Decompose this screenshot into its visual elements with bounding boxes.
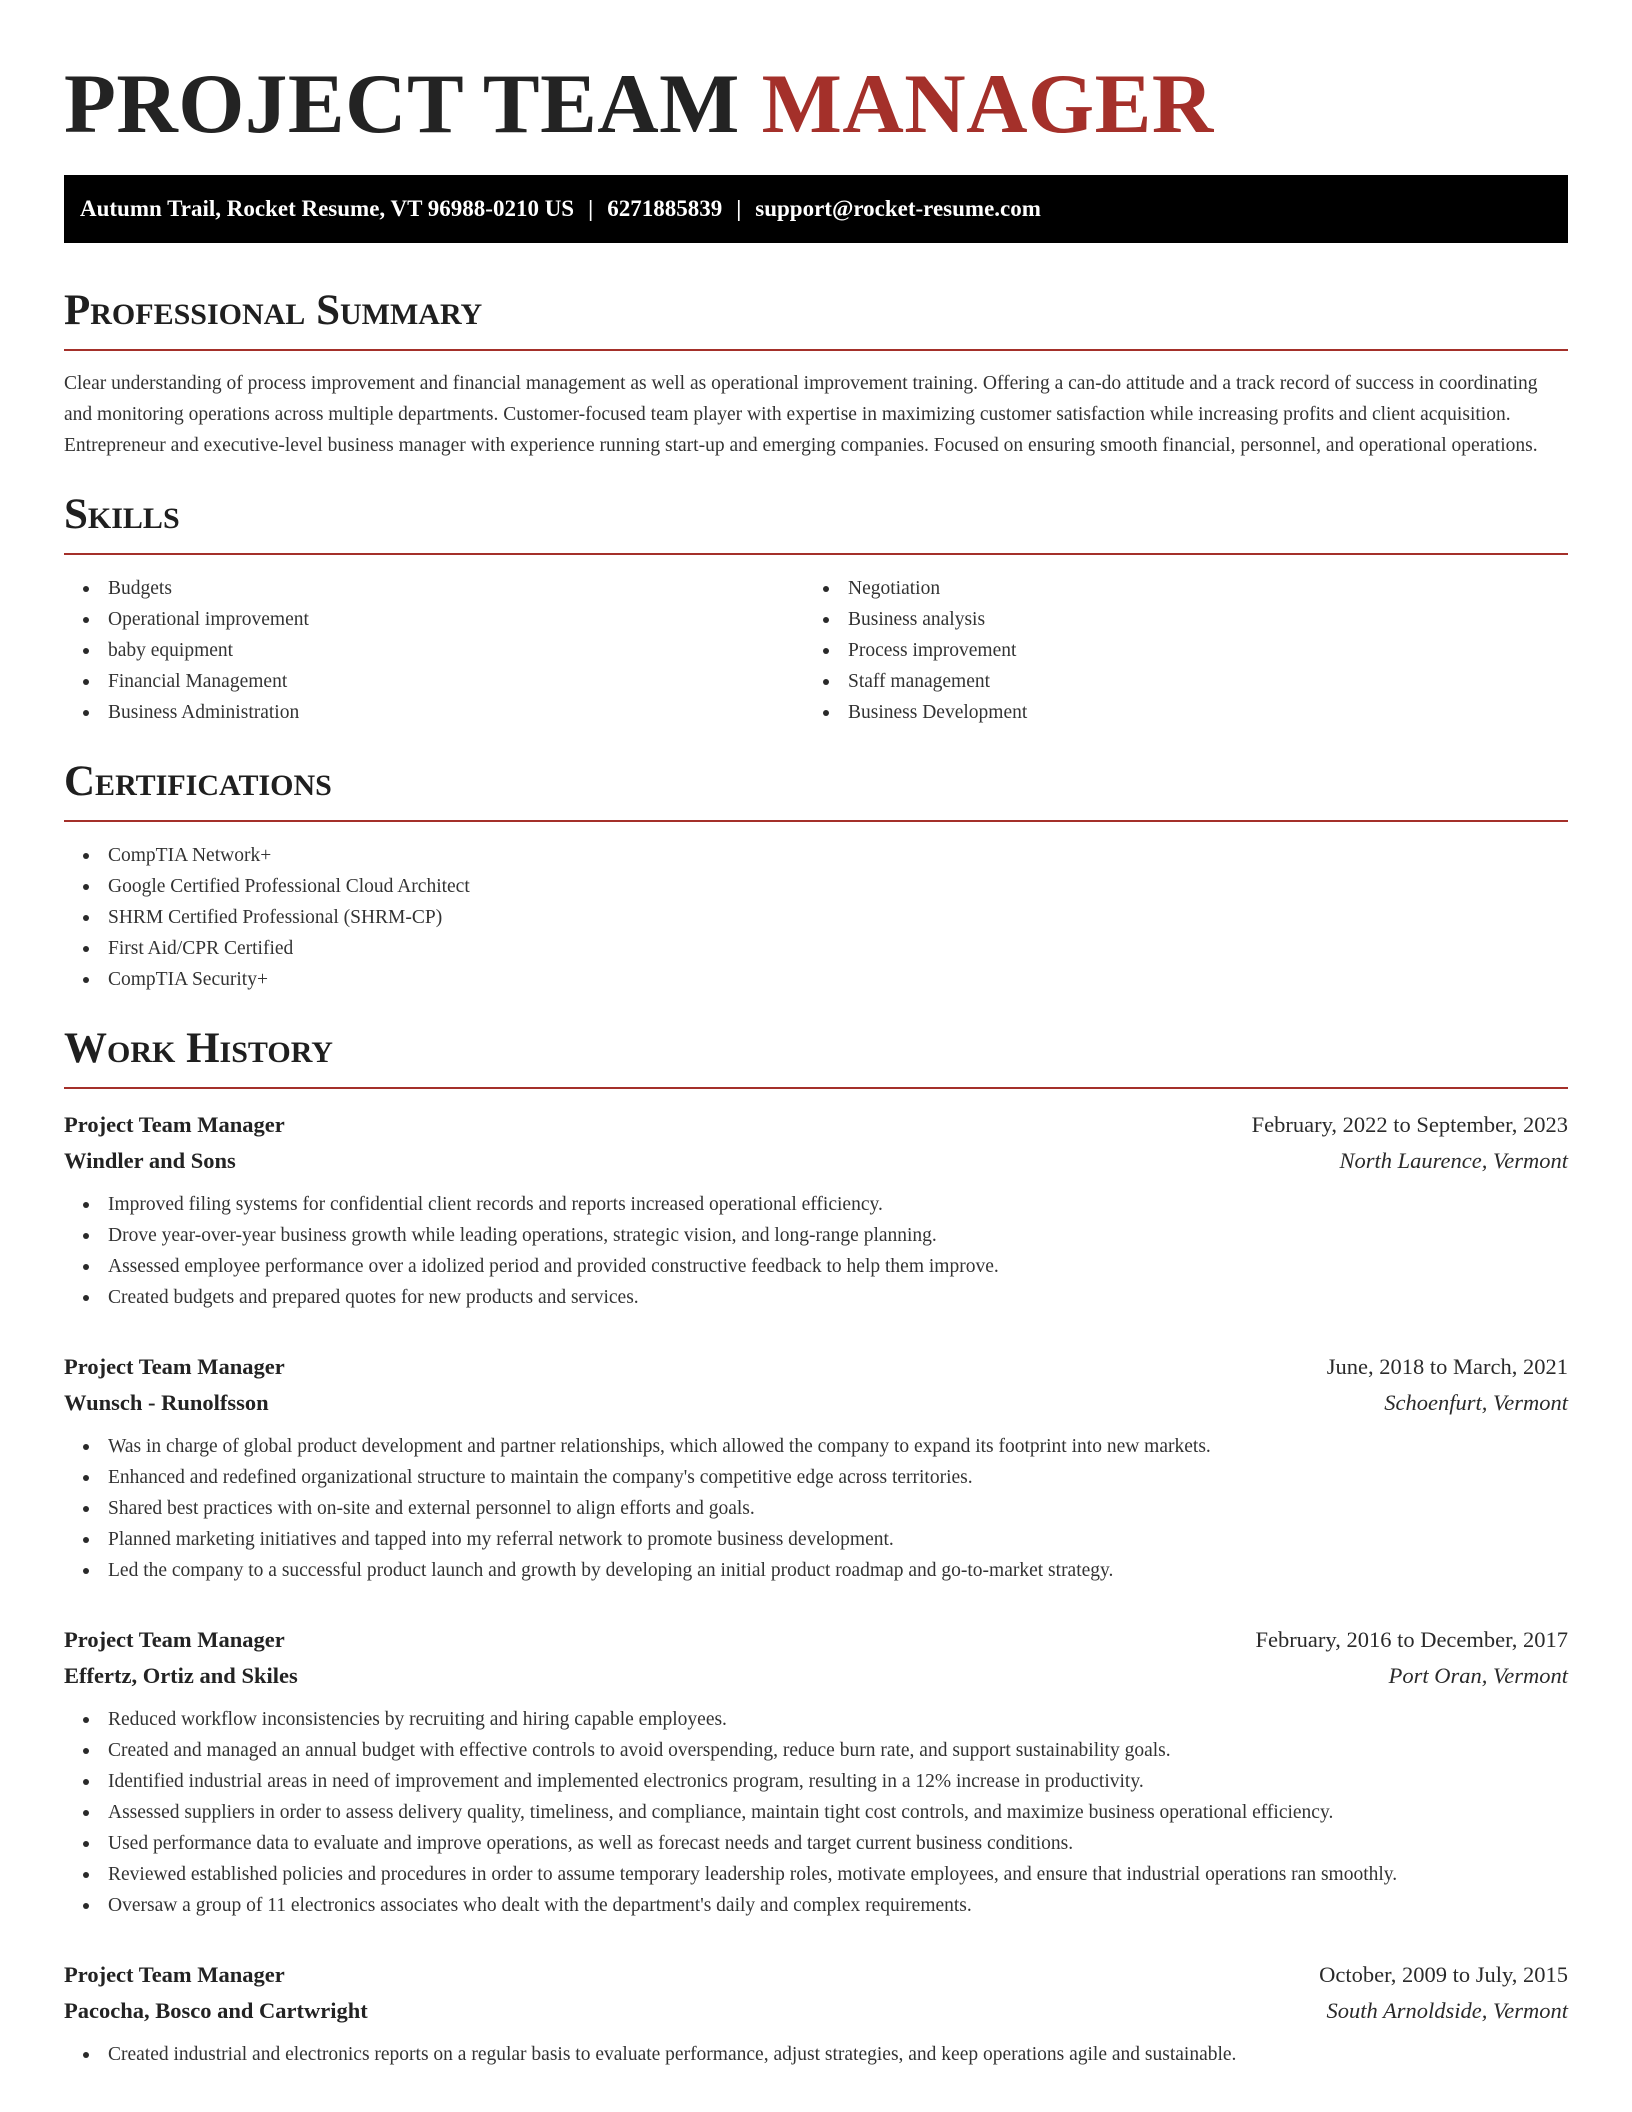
job-bullets: [64, 1704, 1568, 1921]
job-company: Wunsch - Runolfsson: [64, 1390, 269, 1415]
list-item: CompTIA Security+: [64, 964, 1568, 995]
job-entry: [64, 1622, 1568, 1921]
job-header: [64, 1957, 1568, 1993]
job-dates: June, 2018 to March, 2021: [1326, 1354, 1568, 1379]
list-item: Drove year-over-year business growth while leading operations, strategic vision, and long-range planning.: [64, 1220, 1568, 1251]
skills-list-left: [64, 573, 804, 728]
list-item: Google Certified Professional Cloud Architect: [64, 871, 1568, 902]
section-title-work-history: Work History: [64, 1025, 1568, 1089]
job-role: Project Team Manager: [64, 1627, 285, 1652]
list-item: SHRM Certified Professional (SHRM-CP): [64, 902, 1568, 933]
title-accent: MANAGER: [761, 57, 1214, 151]
job-location: South Arnoldside, Vermont: [1326, 1998, 1568, 2023]
list-item: First Aid/CPR Certified: [64, 933, 1568, 964]
list-item: Shared best practices with on-site and external personnel to align efforts and goals.: [64, 1493, 1568, 1524]
list-item: Planned marketing initiatives and tapped into my referral network to promote business development.: [64, 1524, 1568, 1555]
list-item: Reduced workflow inconsistencies by recruiting and hiring capable employees.: [64, 1704, 1568, 1735]
job-company: Pacocha, Bosco and Cartwright: [64, 1998, 368, 2023]
job-header: [64, 1349, 1568, 1385]
section-title-certifications: Certifications: [64, 758, 1568, 822]
job-dates: February, 2016 to December, 2017: [1255, 1627, 1568, 1652]
job-dates: February, 2022 to September, 2023: [1251, 1112, 1568, 1137]
summary-text: Clear understanding of process improvement and financial management as well as operational improvement training. Offering a can-do attitude and a track record of success in coordinating and monitoring operations across multiple departments. Customer-focused team player with expertise in maximizing customer satisfaction while increasing profits and client acquisition. Entrepreneur and executive-level business manager with experience running start-up and emerging companies. Focused on ensuring smooth financial, personnel, and operational operations.: [64, 373, 1538, 456]
job-location: North Laurence, Vermont: [1339, 1148, 1568, 1173]
list-item: Enhanced and redefined organizational structure to maintain the company's competitive edge across territories.: [64, 1462, 1568, 1493]
list-item: Used performance data to evaluate and improve operations, as well as forecast needs and target current business conditions.: [64, 1828, 1568, 1859]
list-item: Improved filing systems for confidential client records and reports increased operational efficiency.: [64, 1189, 1568, 1220]
job-header: [64, 1622, 1568, 1658]
page-title: [64, 58, 1568, 150]
list-item: Budgets: [64, 573, 804, 604]
skills-list-right: [804, 573, 1544, 728]
list-item: Financial Management: [64, 666, 804, 697]
section-title-summary: Professional Summary: [64, 287, 1568, 351]
list-item: Process improvement: [804, 635, 1544, 666]
job-subheader: [64, 1993, 1568, 2029]
job-subheader: [64, 1143, 1568, 1179]
skills-columns: [64, 573, 1568, 728]
job-entry: [64, 1107, 1568, 1313]
list-item: Business Administration: [64, 697, 804, 728]
job-entry: [64, 1957, 1568, 2070]
job-dates: October, 2009 to July, 2015: [1319, 1962, 1568, 1987]
job-company: Windler and Sons: [64, 1148, 236, 1173]
list-item: Created and managed an annual budget with effective controls to avoid overspending, reduce burn rate, and support sustainability goals.: [64, 1735, 1568, 1766]
job-bullets: [64, 1431, 1568, 1586]
list-item: Created industrial and electronics reports on a regular basis to evaluate performance, adjust strategies, and keep operations agile and sustainable.: [64, 2039, 1568, 2070]
job-bullets: [64, 2039, 1568, 2070]
contact-separator: |: [588, 196, 594, 221]
list-item: Operational improvement: [64, 604, 804, 635]
job-location: Port Oran, Vermont: [1388, 1663, 1568, 1688]
section-title-skills: Skills: [64, 491, 1568, 555]
job-entry: [64, 1349, 1568, 1586]
resume-page: [64, 0, 1568, 2070]
title-main: PROJECT TEAM: [64, 57, 762, 151]
list-item: Created budgets and prepared quotes for new products and services.: [64, 1282, 1568, 1313]
list-item: Assessed employee performance over a idolized period and provided constructive feedback to help them improve.: [64, 1251, 1568, 1282]
list-item: Reviewed established policies and procedures in order to assume temporary leadership roles, motivate employees, and ensure that industrial operations ran smoothly.: [64, 1859, 1568, 1890]
contact-address: Autumn Trail, Rocket Resume, VT 96988-0210 US: [80, 196, 575, 221]
list-item: baby equipment: [64, 635, 804, 666]
job-bullets: [64, 1189, 1568, 1313]
list-item: Negotiation: [804, 573, 1544, 604]
job-subheader: [64, 1385, 1568, 1421]
list-item: Oversaw a group of 11 electronics associates who dealt with the department's daily and complex requirements.: [64, 1890, 1568, 1921]
list-item: Business Development: [804, 697, 1544, 728]
job-location: Schoenfurt, Vermont: [1384, 1390, 1568, 1415]
list-item: Business analysis: [804, 604, 1544, 635]
list-item: CompTIA Network+: [64, 840, 1568, 871]
list-item: Staff management: [804, 666, 1544, 697]
list-item: Identified industrial areas in need of improvement and implemented electronics program, resulting in a 12% increase in productivity.: [64, 1766, 1568, 1797]
job-role: Project Team Manager: [64, 1354, 285, 1379]
job-company: Effertz, Ortiz and Skiles: [64, 1663, 298, 1688]
job-role: Project Team Manager: [64, 1962, 285, 1987]
contact-email: support@rocket-resume.com: [755, 196, 1041, 221]
job-role: Project Team Manager: [64, 1112, 285, 1137]
certifications-list: [64, 840, 1568, 995]
list-item: Led the company to a successful product launch and growth by developing an initial product roadmap and go-to-market strategy.: [64, 1555, 1568, 1586]
list-item: Assessed suppliers in order to assess delivery quality, timeliness, and compliance, maintain tight cost controls, and maximize business operational efficiency.: [64, 1797, 1568, 1828]
contact-bar: [64, 175, 1568, 243]
job-subheader: [64, 1658, 1568, 1694]
contact-separator: |: [736, 196, 742, 221]
contact-phone: 6271885839: [607, 196, 723, 221]
list-item: Was in charge of global product development and partner relationships, which allowed the company to expand its footprint into new markets.: [64, 1431, 1568, 1462]
job-header: [64, 1107, 1568, 1143]
